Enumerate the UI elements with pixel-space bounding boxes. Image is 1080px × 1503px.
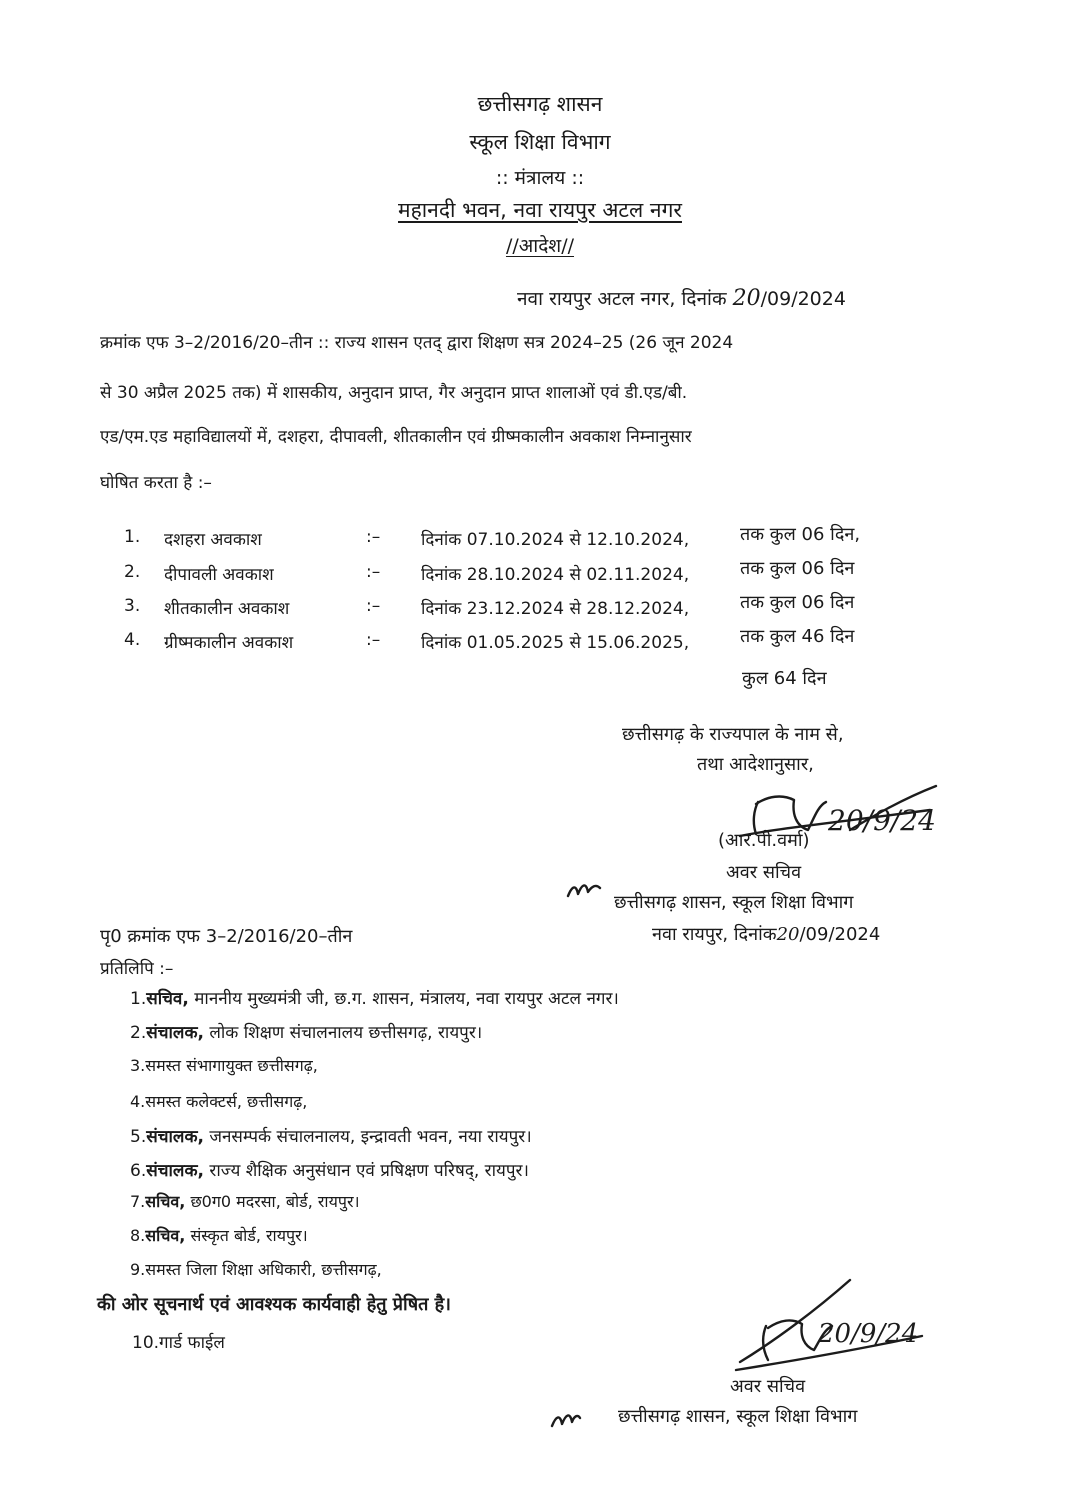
order-line-4: घोषित करता है :–: [100, 473, 212, 493]
copy-item: [130, 1258, 382, 1280]
copy-item-text: संस्कृत बोर्ड, रायपुर।: [185, 1226, 308, 1245]
copy-item: [130, 1020, 482, 1043]
copy-item: [130, 1090, 307, 1112]
copy-item-number: 3.: [130, 1056, 146, 1075]
header-ministry: :: मंत्रालय ::: [495, 167, 585, 189]
signature-1-date: 20/9/24: [828, 804, 936, 837]
copy-item-number: 5.: [130, 1127, 147, 1147]
holiday-dates: दिनांक 28.10.2024 से 02.11.2024,: [421, 565, 690, 585]
copy-item-number: 1.: [130, 989, 147, 1009]
copy-item-head: सचिव,: [145, 1192, 186, 1211]
holiday-dates: दिनांक 01.05.2025 से 15.06.2025,: [421, 633, 690, 653]
copy-item: [130, 1190, 360, 1212]
initials-mark: [564, 876, 604, 902]
signature-place-date-day: 20: [776, 924, 800, 945]
grand-total: कुल 64 दिन: [742, 668, 827, 689]
copy-item-head: सचिव,: [146, 989, 189, 1009]
copy-item-text: जनसम्पर्क संचालनालय, इन्द्रावती भवन, नया रायपुर।: [203, 1127, 532, 1147]
copy-item-text: लोक शिक्षण संचालनालय छत्तीसगढ़, रायपुर।: [203, 1023, 483, 1043]
copy-item: [130, 1158, 529, 1181]
copy-item-head: संचालक,: [146, 1127, 204, 1147]
holiday-dates: दिनांक 07.10.2024 से 12.10.2024,: [421, 530, 690, 550]
copy-item: [130, 1124, 532, 1147]
holiday-total: तक कुल 06 दिन: [740, 592, 855, 613]
signature-place-date-prefix: नवा रायपुर, दिनांक: [652, 924, 777, 945]
holiday-number: 2.: [124, 562, 141, 582]
header-department: स्कूल शिक्षा विभाग: [469, 130, 611, 154]
copy-item-head: सचिव,: [145, 1226, 186, 1245]
holiday-total: तक कुल 06 दिन,: [740, 524, 861, 545]
closing-line: की ओर सूचनार्थ एवं आवश्यक कार्यवाही हेतु प्रेषित है।: [97, 1294, 452, 1315]
signatory-2-department: छत्तीसगढ़ शासन, स्कूल शिक्षा विभाग: [618, 1406, 858, 1427]
order-line-3: एड/एम.एड महाविद्यालयों में, दशहरा, दीपावली, शीतकालीन एवं ग्रीष्मकालीन अवकाश निम्नानुसार: [100, 427, 692, 447]
signatory-department: छत्तीसगढ़ शासन, स्कूल शिक्षा विभाग: [614, 892, 854, 913]
copy-item-number: 6.: [130, 1161, 147, 1181]
holiday-separator: :–: [366, 596, 381, 616]
holiday-dates: दिनांक 23.12.2024 से 28.12.2024,: [421, 599, 690, 619]
holiday-list: [0, 522, 1080, 662]
signatory-2-designation: अवर सचिव: [730, 1376, 806, 1397]
copy-item-guard-file: 10.गार्ड फाईल: [132, 1333, 225, 1353]
copy-item-number: 4.: [130, 1092, 146, 1111]
endorsement-ref: पृ0 क्रमांक एफ 3–2/2016/20–तीन: [100, 926, 353, 947]
copy-item-text: समस्त जिला शिक्षा अधिकारी, छत्तीसगढ़,: [145, 1260, 382, 1279]
initials-mark-2: [548, 1404, 584, 1434]
copy-item-head: संचालक,: [146, 1161, 204, 1181]
copy-item: [130, 1224, 308, 1246]
place-date: [517, 285, 846, 311]
order-line-1: क्रमांक एफ 3–2/2016/20–तीन :: राज्य शासन एतद् द्वारा शिक्षण सत्र 2024–25 (26 जून 2024: [100, 333, 734, 353]
copy-label: प्रतिलिपि :–: [100, 959, 174, 979]
place-date-prefix: नवा रायपुर अटल नगर, दिनांक: [517, 288, 727, 310]
holiday-total: तक कुल 06 दिन: [740, 558, 855, 579]
copy-item-text: समस्त कलेक्टर्स, छत्तीसगढ़,: [145, 1092, 308, 1111]
header-government: छत्तीसगढ़ शासन: [477, 92, 603, 116]
signature-place-date: [652, 922, 880, 946]
signature-2-date: 20/9/24: [818, 1319, 919, 1349]
holiday-number: 4.: [124, 630, 141, 650]
copy-item-text: समस्त संभागायुक्त छत्तीसगढ़,: [145, 1056, 318, 1075]
holiday-total: तक कुल 46 दिन: [740, 626, 855, 647]
signature-2: [726, 1270, 936, 1380]
copy-item-number: 8.: [130, 1226, 146, 1245]
copy-item-text: छ0ग0 मदरसा, बोर्ड, रायपुर।: [185, 1192, 360, 1211]
copy-item-text: माननीय मुख्यमंत्री जी, छ.ग. शासन, मंत्रालय, नवा रायपुर अटल नगर।: [188, 989, 619, 1009]
header-order-title: //आदेश//: [505, 235, 575, 257]
place-date-rest: /09/2024: [760, 288, 846, 310]
order-line-2: से 30 अप्रैल 2025 तक) में शासकीय, अनुदान प्राप्त, गैर अनुदान प्राप्त शालाओं एवं डी.एड/बी.: [100, 383, 688, 403]
holiday-name: दीपावली अवकाश: [164, 565, 274, 585]
copy-item: [130, 1054, 318, 1076]
holiday-number: 3.: [124, 596, 141, 616]
signatory-designation: अवर सचिव: [726, 862, 802, 883]
holiday-separator: :–: [366, 630, 381, 650]
header-address: महानदी भवन, नवा रायपुर अटल नगर: [398, 198, 682, 222]
copy-item-text: राज्य शैक्षिक अनुसंधान एवं प्रषिक्षण परिषद्, रायपुर।: [203, 1161, 529, 1181]
holiday-separator: :–: [366, 562, 381, 582]
copy-item-head: संचालक,: [146, 1023, 204, 1043]
order-authority-line: तथा आदेशानुसार,: [697, 754, 814, 775]
signature-place-date-rest: /09/2024: [799, 924, 881, 945]
copy-item-number: 7.: [130, 1192, 146, 1211]
holiday-name: दशहरा अवकाश: [164, 530, 262, 550]
place-date-day: 20: [732, 286, 761, 311]
holiday-number: 1.: [124, 527, 141, 547]
holiday-separator: :–: [366, 527, 381, 547]
copy-item-number: 2.: [130, 1023, 147, 1043]
copy-item-number: 9.: [130, 1260, 146, 1279]
holiday-name: ग्रीष्मकालीन अवकाश: [164, 633, 294, 653]
governor-line: छत्तीसगढ़ के राज्यपाल के नाम से,: [622, 724, 844, 745]
holiday-name: शीतकालीन अवकाश: [164, 599, 290, 619]
copy-item: [130, 986, 619, 1009]
signatory-name: (आर.पी.वर्मा): [718, 830, 810, 851]
